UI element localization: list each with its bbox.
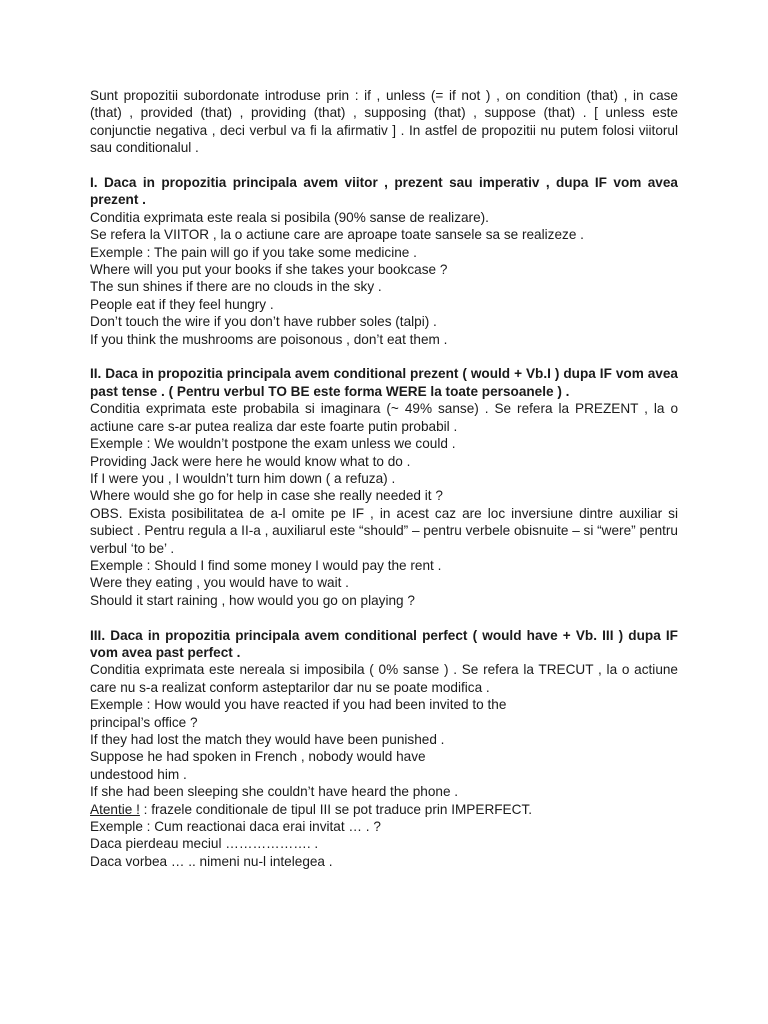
spacer	[90, 348, 678, 365]
section-2-line: Providing Jack were here he would know what to do .	[90, 453, 411, 469]
section-3-line: Suppose he had spoken in French , nobody would have	[90, 749, 426, 765]
section-1-line: Don’t touch the wire if you don’t have rubber soles (talpi) .	[90, 314, 437, 330]
section-1-line: Exemple : The pain will go if you take some medicine .	[90, 244, 417, 260]
spacer	[90, 157, 678, 174]
section-1-line: Where will you put your books if she takes your bookcase ?	[90, 262, 448, 278]
section-3-line: Daca vorbea … .. nimeni nu-l intelegea .	[90, 853, 333, 869]
document-page	[90, 87, 678, 870]
section-1-line: People eat if they feel hungry .	[90, 296, 274, 312]
section-1-line: If you think the mushrooms are poisonous , don’t eat them .	[90, 331, 448, 347]
spacer	[90, 609, 678, 626]
section-1-line: Se refera la VIITOR , la o actiune care are aproape toate sansele sa se realizeze .	[90, 227, 584, 243]
section-2-line: Were they eating , you would have to wait .	[90, 575, 349, 591]
note-label: Atentie !	[90, 801, 140, 817]
section-1-line: The sun shines if there are no clouds in the sky .	[90, 279, 382, 295]
section-3-note	[90, 801, 678, 818]
section-2-heading: II. Daca in propozitia principala avem conditional prezent ( would + Vb.I ) dupa IF vom avea past tense . ( Pentru verbul TO BE este forma WERE la toate persoanele ) .	[90, 366, 678, 399]
section-3-line: principal’s office ?	[90, 714, 198, 730]
section-1-line: Conditia exprimata este reala si posibila (90% sanse de realizare).	[90, 209, 489, 225]
section-1-heading: I. Daca in propozitia principala avem viitor , prezent sau imperativ , dupa IF vom avea prezent .	[90, 175, 678, 208]
intro-paragraph: Sunt propozitii subordonate introduse prin : if , unless (= if not ) , on condition (that) , in case (that) , provided (that) , providing (that) , supposing (that) , suppose (that) . [ unless este conjunctie negativa , deci verbul va fi la afirmativ ] . In astfel de propozitii nu putem folosi viitorul sau conditionalul .	[90, 88, 678, 156]
section-3-line: undestood him .	[90, 766, 187, 782]
section-2-line: Exemple : We wouldn’t postpone the exam unless we could .	[90, 436, 456, 452]
section-3-paragraph: Conditia exprimata este nereala si imposibila ( 0% sanse ) . Se refera la TRECUT , la o actiune care nu s-a realizat conform asteptarilor dar nu se poate modifica .	[90, 662, 678, 695]
section-2-line: Where would she go for help in case she really needed it ?	[90, 488, 443, 504]
section-3-line: Exemple : Cum reactionai daca erai invitat … . ?	[90, 819, 381, 835]
section-3-line: Exemple : How would you have reacted if you had been invited to the	[90, 697, 507, 713]
section-2-line: Exemple : Should I find some money I would pay the rent .	[90, 557, 442, 573]
section-3-line: If they had lost the match they would have been punished .	[90, 731, 445, 747]
section-2-line: If I were you , I wouldn’t turn him down ( a refuza) .	[90, 470, 396, 486]
section-2-obs: OBS. Exista posibilitatea de a-l omite pe IF , in acest caz are loc inversiune dintre auxiliar si subiect . Pentru regula a II-a , auxiliarul este “should” – pentru verbele obisnuite – si “were” pentru verbul ‘to be’ .	[90, 505, 678, 556]
note-text: : frazele conditionale de tipul III se pot traduce prin IMPERFECT.	[139, 801, 533, 817]
section-3-line: If she had been sleeping she couldn’t have heard the phone .	[90, 784, 459, 800]
section-2-paragraph: Conditia exprimata este probabila si imaginara (~ 49% sanse) . Se refera la PREZENT , la o actiune care s-ar putea realiza dar este foarte putin probabil .	[90, 401, 678, 434]
section-3-line: Daca pierdeau meciul ………………. .	[90, 836, 319, 852]
section-3-heading: III. Daca in propozitia principala avem conditional perfect ( would have + Vb. III ) dupa IF vom avea past perfect .	[90, 627, 678, 660]
section-2-line: Should it start raining , how would you go on playing ?	[90, 592, 415, 608]
